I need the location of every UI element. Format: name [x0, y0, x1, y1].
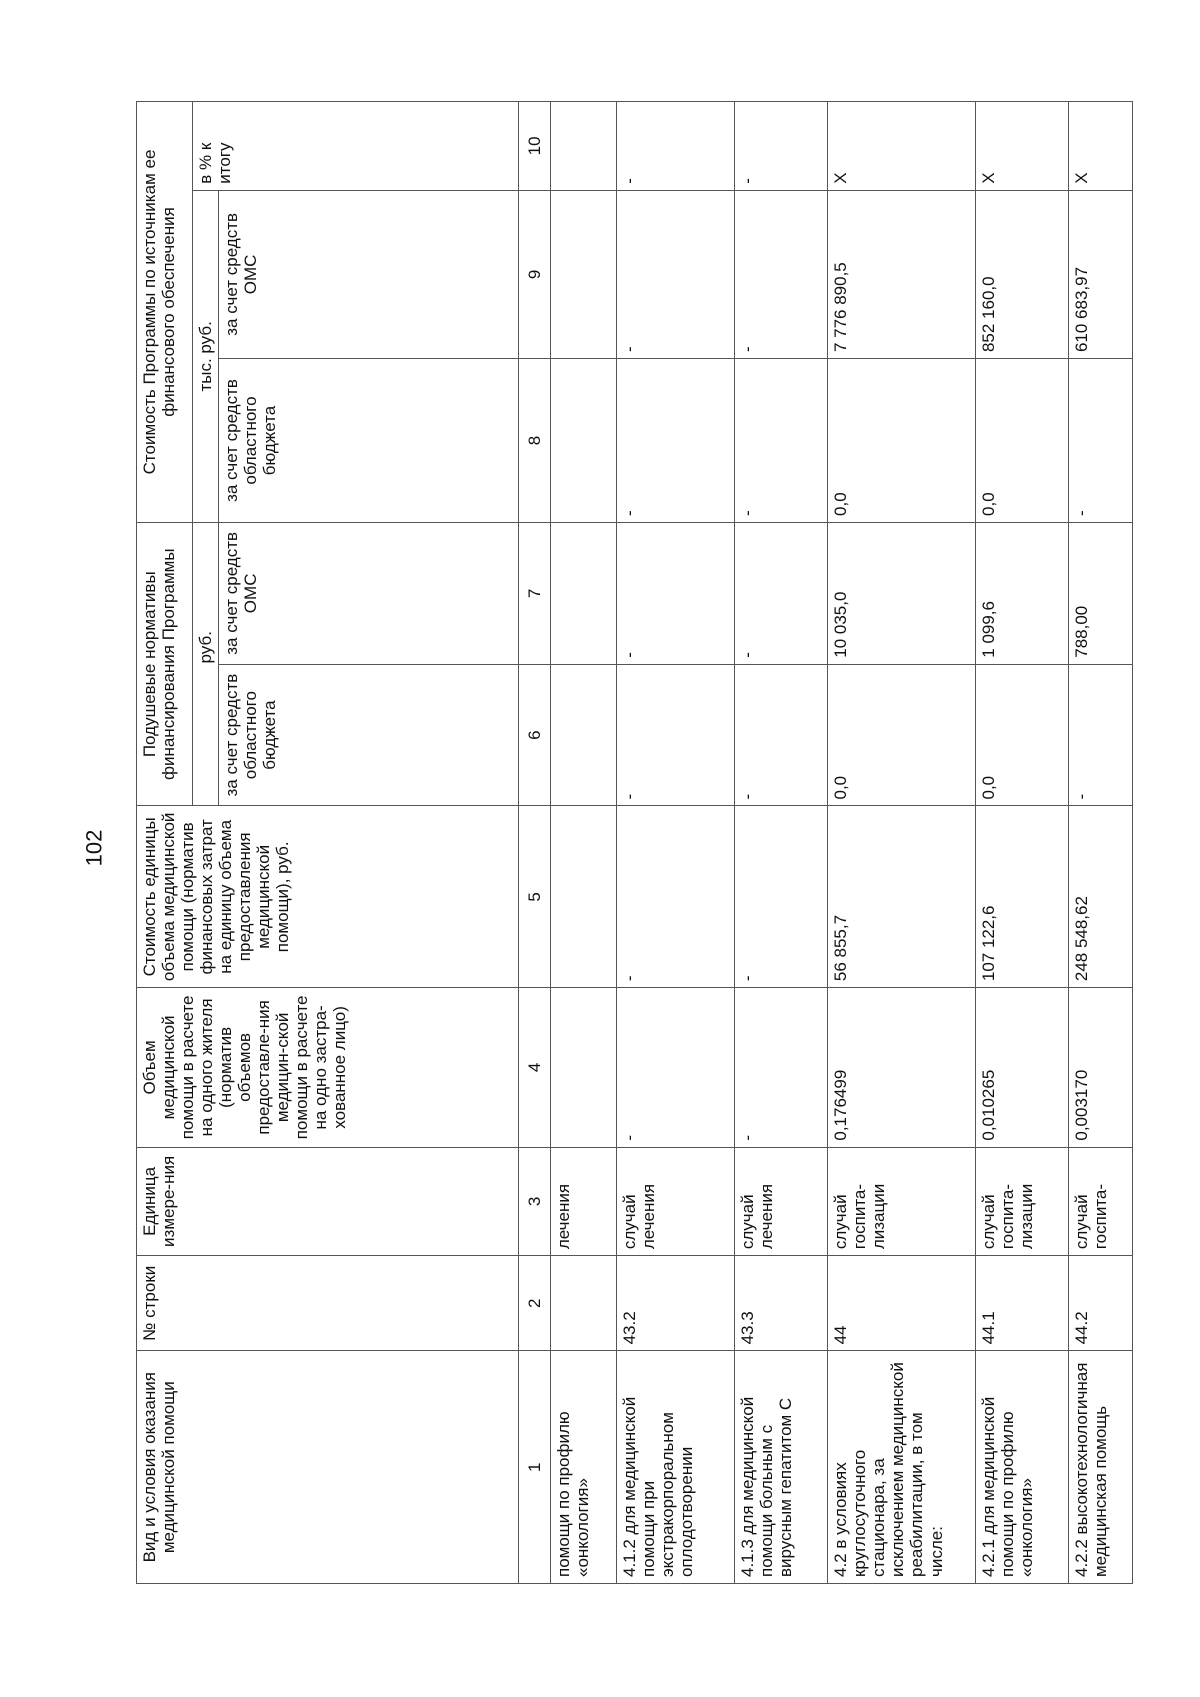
header-per-capita: Подушевые нормативы финансирования Программы [137, 522, 193, 806]
header-unit-thousand-rub: тыс. руб. [193, 190, 219, 522]
row-pc-oms: 788,00 [1069, 522, 1133, 664]
row-percent: X [1069, 102, 1133, 191]
row-cost-oms: 852 160,0 [976, 190, 1069, 358]
table-row [551, 102, 617, 1584]
row-pc-budget [551, 664, 617, 806]
row-percent: - [616, 102, 734, 191]
header-unit-rub: руб. [193, 522, 219, 806]
row-cost-budget: 0,0 [828, 359, 976, 523]
row-pc-budget: - [616, 664, 734, 806]
column-number: 5 [519, 806, 551, 988]
column-number: 6 [519, 664, 551, 806]
column-number: 10 [519, 102, 551, 191]
page-number: 102 [81, 829, 107, 867]
row-volume [551, 988, 617, 1147]
table-row [976, 102, 1069, 1584]
header-cost-oms: за счет средств ОМС [219, 190, 519, 358]
header-cost-budget: за счет средств областного бюджета [219, 359, 519, 523]
row-pc-oms: - [616, 522, 734, 664]
row-cost-budget: - [1069, 359, 1133, 523]
column-number: 4 [519, 988, 551, 1147]
row-pc-budget: 0,0 [828, 664, 976, 806]
row-unit-cost: - [616, 806, 734, 988]
column-number: 8 [519, 359, 551, 523]
row-volume: - [616, 988, 734, 1147]
header-unit-cost: Стоимость единицы объема медицинской помощи (норматив финансовых затрат на единицу объема предоставления медицинской помощи), руб. [137, 806, 519, 988]
row-volume: 0,003170 [1069, 988, 1133, 1147]
row-cost-oms: - [616, 190, 734, 358]
row-unit: лечения [551, 1147, 617, 1256]
column-number: 3 [519, 1147, 551, 1256]
header-pc-oms: за счет средств ОМС [219, 522, 519, 664]
row-cost-oms: 7 776 890,5 [828, 190, 976, 358]
row-cost-budget: 0,0 [976, 359, 1069, 523]
row-cost-oms: - [735, 190, 828, 358]
header-program-cost: Стоимость Программы по источникам ее финансового обеспечения [137, 102, 193, 523]
column-number: 1 [519, 1351, 551, 1584]
row-cost-budget: - [735, 359, 828, 523]
row-pc-oms [551, 522, 617, 664]
row-volume: - [735, 988, 828, 1147]
row-percent: X [976, 102, 1069, 191]
row-line: 44.1 [976, 1256, 1069, 1351]
row-unit-cost [551, 806, 617, 988]
header-volume: Объем медицинской помощи в расчете на одного жителя (норматив объемов предоставле-ния медицин-ской помощи в расчете на одно застра-хованное лицо) [137, 988, 519, 1147]
rotated-table-inner [136, 101, 1133, 1584]
row-unit-cost: - [735, 806, 828, 988]
row-name: 4.1.2 для медицинской помощи при экстракорпоральном оплодотворении [616, 1351, 734, 1584]
row-percent: X [828, 102, 976, 191]
row-line: 44 [828, 1256, 976, 1351]
row-volume: 0,176499 [828, 988, 976, 1147]
row-name: 4.2 в условиях круглосуточного стационара, за исключением медицинской реабилитации, в том числе: [828, 1351, 976, 1584]
rotated-table-wrapper [136, 101, 1133, 1584]
row-cost-budget: - [616, 359, 734, 523]
row-line: 43.2 [616, 1256, 734, 1351]
table-row [828, 102, 976, 1584]
header-pc-budget: за счет средств областного бюджета [219, 664, 519, 806]
row-name: 4.2.2 высокотехнологичная медицинская помощь [1069, 1351, 1133, 1584]
column-number: 2 [519, 1256, 551, 1351]
row-cost-budget [551, 359, 617, 523]
header-line: № строки [137, 1256, 519, 1351]
row-pc-oms: - [735, 522, 828, 664]
row-percent [551, 102, 617, 191]
row-name: 4.2.1 для медицинской помощи по профилю «онкология» [976, 1351, 1069, 1584]
row-pc-oms: 10 035,0 [828, 522, 976, 664]
row-pc-oms: 1 099,6 [976, 522, 1069, 664]
row-unit-cost: 56 855,7 [828, 806, 976, 988]
row-unit-cost: 107 122,6 [976, 806, 1069, 988]
program-cost-table [136, 101, 1133, 1584]
row-unit: случай госпита-лизации [976, 1147, 1069, 1256]
row-percent: - [735, 102, 828, 191]
row-volume: 0,010265 [976, 988, 1069, 1147]
row-line [551, 1256, 617, 1351]
row-unit: случай госпита-лизации [828, 1147, 976, 1256]
header-percent: в % к итогу [193, 102, 519, 191]
table-row [1069, 102, 1133, 1584]
row-cost-oms [551, 190, 617, 358]
column-number: 9 [519, 190, 551, 358]
table-row [735, 102, 828, 1584]
row-unit: случай лечения [616, 1147, 734, 1256]
header-unit: Единица измере-ния [137, 1147, 519, 1256]
column-number: 7 [519, 522, 551, 664]
row-name: помощи по профилю «онкология» [551, 1351, 617, 1584]
row-unit: случай госпита- [1069, 1147, 1133, 1256]
row-name: 4.1.3 для медицинской помощи больным с вирусным гепатитом С [735, 1351, 828, 1584]
row-pc-budget: - [1069, 664, 1133, 806]
row-unit-cost: 248 548,62 [1069, 806, 1133, 988]
row-line: 44.2 [1069, 1256, 1133, 1351]
row-pc-budget: - [735, 664, 828, 806]
row-cost-oms: 610 683,97 [1069, 190, 1133, 358]
header-kind: Вид и условия оказания медицинской помощи [137, 1351, 519, 1584]
row-unit: случай лечения [735, 1147, 828, 1256]
table-row [616, 102, 734, 1584]
row-pc-budget: 0,0 [976, 664, 1069, 806]
row-line: 43.3 [735, 1256, 828, 1351]
